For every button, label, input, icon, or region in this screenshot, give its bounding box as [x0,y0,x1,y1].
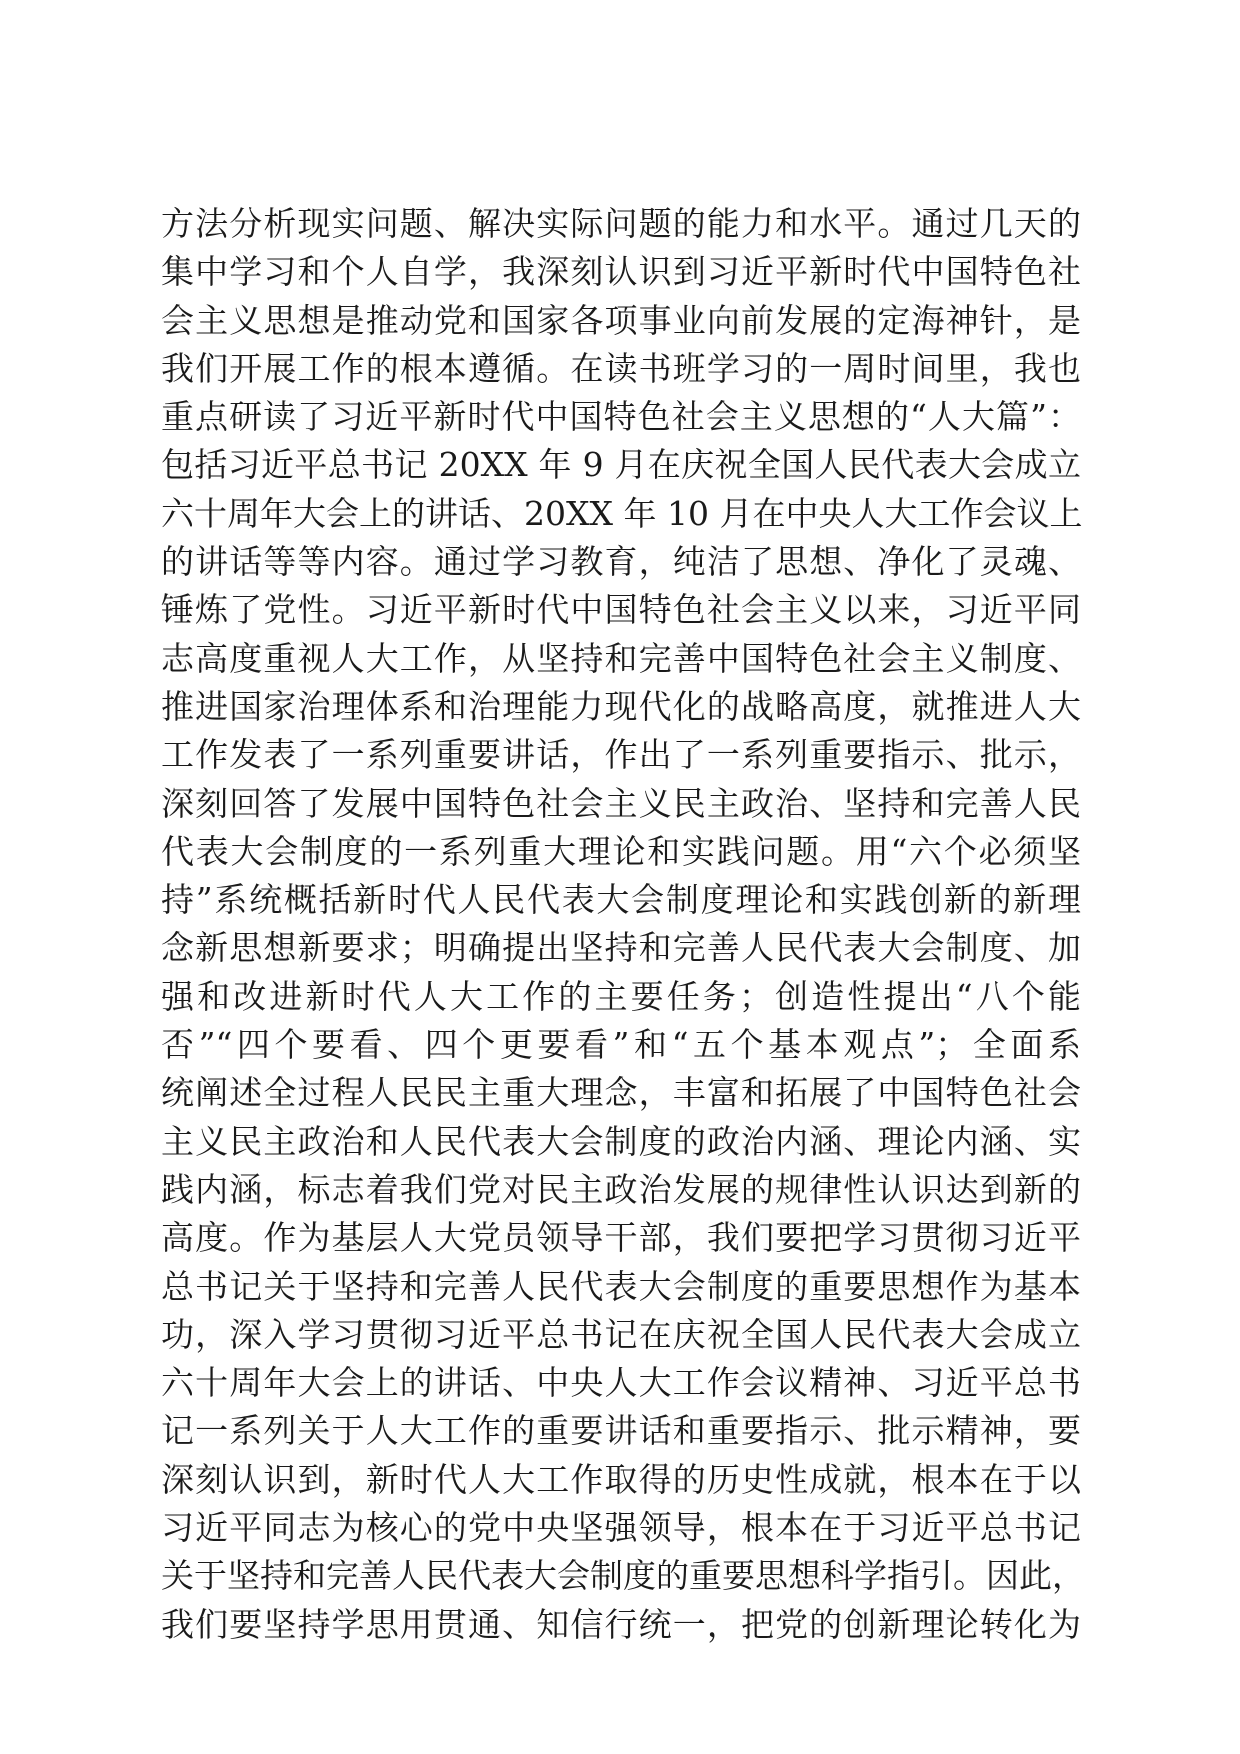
text-line: 包括习近平总书记 20XX 年 9 月在庆祝全国人民代表大会成立 [161,445,1081,485]
text-line: 会主义思想是推动党和国家各项事业向前发展的定海神针，是 [161,300,1081,340]
body-paragraph [161,200,1085,1649]
text-line: 集中学习和个人自学，我深刻认识到习近平新时代中国特色社 [161,252,1081,292]
text-line: 六十周年大会上的讲话、中央人大工作会议精神、习近平总书 [161,1363,1081,1403]
text-line: 统阐述全过程人民民主重大理念，丰富和拓展了中国特色社会 [161,1073,1081,1113]
text-line: 强和改进新时代人大工作的主要任务；创造性提出“八个能 [161,976,1081,1016]
text-line: 工作发表了一系列重要讲话，作出了一系列重要指示、批示， [161,735,1081,775]
text-line: 锤炼了党性。习近平新时代中国特色社会主义以来，习近平同 [161,590,1081,630]
text-line: 高度。作为基层人大党员领导干部，我们要把学习贯彻习近平 [161,1218,1081,1258]
text-line: 志高度重视人大工作，从坚持和完善中国特色社会主义制度、 [161,638,1081,678]
text-line: 方法分析现实问题、解决实际问题的能力和水平。通过几天的 [161,204,1081,243]
text-line: 的讲话等等内容。通过学习教育，纯洁了思想、净化了灵魂、 [161,542,1081,582]
text-line: 总书记关于坚持和完善人民代表大会制度的重要思想作为基本 [161,1266,1081,1306]
text-line: 深刻回答了发展中国特色社会主义民主政治、坚持和完善人民 [161,783,1081,823]
text-line: 代表大会制度的一系列重大理论和实践问题。用“六个必须坚 [161,831,1081,871]
text-line: 我们要坚持学思用贯通、知信行统一，把党的创新理论转化为 [161,1604,1081,1644]
text-line: 重点研读了习近平新时代中国特色社会主义思想的“人大篇”： [161,397,1081,437]
text-line: 念新思想新要求；明确提出坚持和完善人民代表大会制度、加 [161,928,1081,968]
text-line: 践内涵，标志着我们党对民主政治发展的规律性认识达到新的 [161,1169,1081,1209]
text-line: 习近平同志为核心的党中央坚强领导，根本在于习近平总书记 [161,1508,1081,1548]
text-line: 功，深入学习贯彻习近平总书记在庆祝全国人民代表大会成立 [161,1314,1081,1354]
text-line: 我们开展工作的根本遵循。在读书班学习的一周时间里，我也 [161,348,1081,388]
text-line: 推进国家治理体系和治理能力现代化的战略高度，就推进人大 [161,686,1081,726]
text-line: 关于坚持和完善人民代表大会制度的重要思想科学指引。因此， [161,1556,1085,1596]
text-line: 深刻认识到，新时代人大工作取得的历史性成就，根本在于以 [161,1459,1081,1499]
text-line: 记一系列关于人大工作的重要讲话和重要指示、批示精神，要 [161,1411,1081,1451]
text-line: 否”“四个要看、四个更要看”和“五个基本观点”；全面系 [161,1025,1081,1065]
text-line: 主义民主政治和人民代表大会制度的政治内涵、理论内涵、实 [161,1121,1081,1161]
text-line: 六十周年大会上的讲话、20XX 年 10 月在中央人大工作会议上 [161,493,1083,533]
text-line: 持”系统概括新时代人民代表大会制度理论和实践创新的新理 [161,880,1081,920]
